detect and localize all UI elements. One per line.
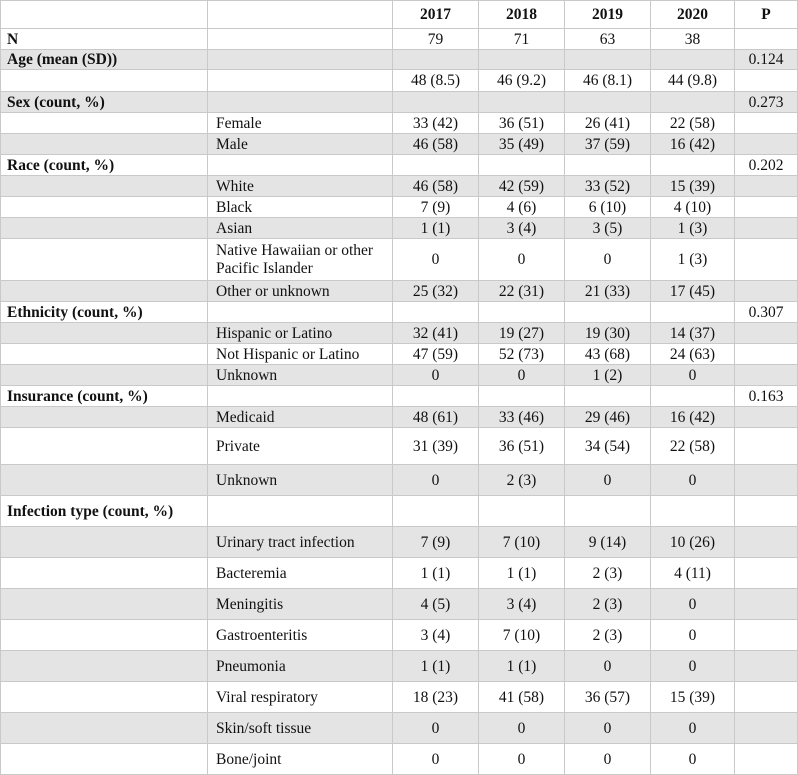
table-row	[1, 113, 798, 134]
row-label	[1, 527, 208, 558]
table-row	[1, 302, 798, 323]
p-value-cell: 0.307	[735, 302, 798, 323]
p-value-cell	[735, 70, 798, 92]
value-cell-2019: 0	[565, 713, 651, 744]
value-cell-2017	[393, 302, 479, 323]
p-value-cell	[735, 682, 798, 713]
value-cell-2018: 3 (4)	[479, 589, 565, 620]
p-value-cell	[735, 239, 798, 281]
row-sublabel	[208, 29, 393, 50]
header-cell-2017: 2017	[393, 1, 479, 29]
value-cell-2018: 36 (51)	[479, 428, 565, 465]
value-cell-2017: 48 (8.5)	[393, 70, 479, 92]
row-label: Infection type (count, %)	[1, 496, 208, 527]
value-cell-2019: 21 (33)	[565, 281, 651, 302]
table-row	[1, 176, 798, 197]
value-cell-2017: 1 (1)	[393, 651, 479, 682]
row-sublabel	[208, 92, 393, 113]
p-value-cell	[735, 365, 798, 386]
value-cell-2020: 44 (9.8)	[651, 70, 735, 92]
value-cell-2018: 3 (4)	[479, 218, 565, 239]
value-cell-2018: 52 (73)	[479, 344, 565, 365]
value-cell-2020: 38	[651, 29, 735, 50]
row-label	[1, 134, 208, 155]
table-row	[1, 496, 798, 527]
value-cell-2018	[479, 50, 565, 70]
row-sublabel: Unknown	[208, 465, 393, 496]
value-cell-2017: 32 (41)	[393, 323, 479, 344]
row-sublabel: Other or unknown	[208, 281, 393, 302]
value-cell-2017: 1 (1)	[393, 558, 479, 589]
value-cell-2019: 37 (59)	[565, 134, 651, 155]
p-value-cell: 0.163	[735, 386, 798, 407]
row-sublabel: Bacteremia	[208, 558, 393, 589]
value-cell-2020	[651, 302, 735, 323]
row-label	[1, 113, 208, 134]
value-cell-2020: 17 (45)	[651, 281, 735, 302]
value-cell-2019	[565, 302, 651, 323]
value-cell-2020	[651, 386, 735, 407]
value-cell-2019: 0	[565, 239, 651, 281]
p-value-cell	[735, 527, 798, 558]
value-cell-2019: 43 (68)	[565, 344, 651, 365]
value-cell-2020: 15 (39)	[651, 176, 735, 197]
p-value-cell	[735, 744, 798, 775]
row-sublabel: Urinary tract infection	[208, 527, 393, 558]
header-cell-2018: 2018	[479, 1, 565, 29]
value-cell-2018	[479, 92, 565, 113]
row-sublabel: Native Hawaiian or other Pacific Islander	[208, 239, 393, 281]
row-sublabel	[208, 50, 393, 70]
header-cell-2019: 2019	[565, 1, 651, 29]
row-sublabel: Viral respiratory	[208, 682, 393, 713]
value-cell-2017: 33 (42)	[393, 113, 479, 134]
table-row	[1, 651, 798, 682]
table-row	[1, 620, 798, 651]
table-row	[1, 50, 798, 70]
header-cell-label	[1, 1, 208, 29]
value-cell-2018: 7 (10)	[479, 527, 565, 558]
value-cell-2020: 24 (63)	[651, 344, 735, 365]
value-cell-2019: 26 (41)	[565, 113, 651, 134]
table-row	[1, 558, 798, 589]
row-sublabel: Hispanic or Latino	[208, 323, 393, 344]
value-cell-2017: 46 (58)	[393, 134, 479, 155]
row-sublabel: Male	[208, 134, 393, 155]
value-cell-2019	[565, 496, 651, 527]
row-label	[1, 744, 208, 775]
value-cell-2018: 35 (49)	[479, 134, 565, 155]
p-value-cell	[735, 407, 798, 428]
value-cell-2018: 0	[479, 713, 565, 744]
row-label	[1, 176, 208, 197]
p-value-cell	[735, 218, 798, 239]
p-value-cell	[735, 713, 798, 744]
table-row	[1, 713, 798, 744]
row-label	[1, 407, 208, 428]
table-row	[1, 527, 798, 558]
value-cell-2018: 2 (3)	[479, 465, 565, 496]
value-cell-2019: 36 (57)	[565, 682, 651, 713]
value-cell-2020: 0	[651, 589, 735, 620]
row-sublabel: Meningitis	[208, 589, 393, 620]
value-cell-2019: 3 (5)	[565, 218, 651, 239]
value-cell-2019: 0	[565, 744, 651, 775]
table-row	[1, 386, 798, 407]
value-cell-2019	[565, 155, 651, 176]
value-cell-2019	[565, 386, 651, 407]
value-cell-2020: 16 (42)	[651, 134, 735, 155]
value-cell-2018: 33 (46)	[479, 407, 565, 428]
value-cell-2017: 46 (58)	[393, 176, 479, 197]
row-label: Age (mean (SD))	[1, 50, 208, 70]
table-row	[1, 344, 798, 365]
row-sublabel: Private	[208, 428, 393, 465]
table-row	[1, 281, 798, 302]
row-label: Ethnicity (count, %)	[1, 302, 208, 323]
value-cell-2019: 2 (3)	[565, 620, 651, 651]
value-cell-2018: 71	[479, 29, 565, 50]
value-cell-2020: 0	[651, 365, 735, 386]
header-cell-p: P	[735, 1, 798, 29]
p-value-cell	[735, 29, 798, 50]
row-label	[1, 323, 208, 344]
value-cell-2020: 14 (37)	[651, 323, 735, 344]
value-cell-2017: 0	[393, 365, 479, 386]
value-cell-2018: 46 (9.2)	[479, 70, 565, 92]
table-row	[1, 682, 798, 713]
value-cell-2019: 33 (52)	[565, 176, 651, 197]
value-cell-2018	[479, 302, 565, 323]
value-cell-2020: 0	[651, 465, 735, 496]
value-cell-2017: 18 (23)	[393, 682, 479, 713]
row-label: N	[1, 29, 208, 50]
value-cell-2017: 1 (1)	[393, 218, 479, 239]
row-sublabel	[208, 386, 393, 407]
value-cell-2019: 1 (2)	[565, 365, 651, 386]
row-sublabel	[208, 155, 393, 176]
value-cell-2017	[393, 92, 479, 113]
row-sublabel: Gastroenteritis	[208, 620, 393, 651]
value-cell-2017	[393, 496, 479, 527]
value-cell-2019: 0	[565, 465, 651, 496]
value-cell-2020	[651, 92, 735, 113]
p-value-cell: 0.124	[735, 50, 798, 70]
row-label	[1, 344, 208, 365]
p-value-cell	[735, 558, 798, 589]
row-sublabel: Asian	[208, 218, 393, 239]
row-label	[1, 70, 208, 92]
table-row	[1, 70, 798, 92]
value-cell-2020: 0	[651, 651, 735, 682]
p-value-cell	[735, 134, 798, 155]
p-value-cell: 0.273	[735, 92, 798, 113]
value-cell-2017: 0	[393, 744, 479, 775]
value-cell-2017: 48 (61)	[393, 407, 479, 428]
row-label	[1, 682, 208, 713]
value-cell-2019	[565, 92, 651, 113]
value-cell-2018: 42 (59)	[479, 176, 565, 197]
row-sublabel	[208, 496, 393, 527]
table-row	[1, 197, 798, 218]
row-label	[1, 713, 208, 744]
table-row	[1, 465, 798, 496]
row-label	[1, 651, 208, 682]
p-value-cell: 0.202	[735, 155, 798, 176]
row-sublabel: Medicaid	[208, 407, 393, 428]
value-cell-2019: 2 (3)	[565, 589, 651, 620]
p-value-cell	[735, 589, 798, 620]
value-cell-2018: 1 (1)	[479, 651, 565, 682]
table-row	[1, 589, 798, 620]
value-cell-2018: 7 (10)	[479, 620, 565, 651]
value-cell-2020: 1 (3)	[651, 218, 735, 239]
row-label	[1, 218, 208, 239]
value-cell-2019: 6 (10)	[565, 197, 651, 218]
table-row	[1, 218, 798, 239]
row-sublabel	[208, 302, 393, 323]
p-value-cell	[735, 197, 798, 218]
row-label	[1, 465, 208, 496]
header-row	[1, 1, 798, 29]
p-value-cell	[735, 281, 798, 302]
value-cell-2018: 0	[479, 744, 565, 775]
table-row	[1, 323, 798, 344]
value-cell-2017: 7 (9)	[393, 197, 479, 218]
row-label	[1, 428, 208, 465]
p-value-cell	[735, 344, 798, 365]
value-cell-2020: 0	[651, 620, 735, 651]
row-label	[1, 589, 208, 620]
table-row	[1, 744, 798, 775]
value-cell-2019: 0	[565, 651, 651, 682]
value-cell-2019: 34 (54)	[565, 428, 651, 465]
value-cell-2017: 0	[393, 465, 479, 496]
value-cell-2017: 0	[393, 239, 479, 281]
value-cell-2020: 1 (3)	[651, 239, 735, 281]
p-value-cell	[735, 428, 798, 465]
value-cell-2020: 16 (42)	[651, 407, 735, 428]
value-cell-2019: 19 (30)	[565, 323, 651, 344]
table-row	[1, 365, 798, 386]
row-label	[1, 558, 208, 589]
value-cell-2018: 0	[479, 365, 565, 386]
value-cell-2019	[565, 50, 651, 70]
value-cell-2019: 2 (3)	[565, 558, 651, 589]
p-value-cell	[735, 323, 798, 344]
value-cell-2018: 22 (31)	[479, 281, 565, 302]
row-sublabel: Unknown	[208, 365, 393, 386]
row-sublabel: Black	[208, 197, 393, 218]
value-cell-2018: 1 (1)	[479, 558, 565, 589]
value-cell-2020: 0	[651, 713, 735, 744]
table-body	[1, 29, 798, 775]
header-cell-sub	[208, 1, 393, 29]
value-cell-2020: 4 (11)	[651, 558, 735, 589]
value-cell-2020: 4 (10)	[651, 197, 735, 218]
value-cell-2020: 22 (58)	[651, 113, 735, 134]
table-row	[1, 407, 798, 428]
value-cell-2017: 0	[393, 713, 479, 744]
value-cell-2017: 79	[393, 29, 479, 50]
row-label	[1, 239, 208, 281]
row-label	[1, 197, 208, 218]
value-cell-2017: 25 (32)	[393, 281, 479, 302]
row-sublabel: Pneumonia	[208, 651, 393, 682]
value-cell-2020	[651, 155, 735, 176]
row-sublabel: Not Hispanic or Latino	[208, 344, 393, 365]
value-cell-2018: 0	[479, 239, 565, 281]
value-cell-2019: 63	[565, 29, 651, 50]
row-label: Insurance (count, %)	[1, 386, 208, 407]
table-row	[1, 155, 798, 176]
p-value-cell	[735, 620, 798, 651]
value-cell-2019: 9 (14)	[565, 527, 651, 558]
value-cell-2019: 46 (8.1)	[565, 70, 651, 92]
table-row	[1, 29, 798, 50]
header-cell-2020: 2020	[651, 1, 735, 29]
value-cell-2018	[479, 386, 565, 407]
value-cell-2017	[393, 155, 479, 176]
p-value-cell	[735, 465, 798, 496]
value-cell-2018	[479, 155, 565, 176]
value-cell-2020: 10 (26)	[651, 527, 735, 558]
value-cell-2018: 4 (6)	[479, 197, 565, 218]
value-cell-2018: 19 (27)	[479, 323, 565, 344]
row-label: Sex (count, %)	[1, 92, 208, 113]
row-sublabel: Bone/joint	[208, 744, 393, 775]
table-row	[1, 92, 798, 113]
row-sublabel: Skin/soft tissue	[208, 713, 393, 744]
value-cell-2017	[393, 386, 479, 407]
row-label: Race (count, %)	[1, 155, 208, 176]
p-value-cell	[735, 176, 798, 197]
value-cell-2020: 0	[651, 744, 735, 775]
table-row	[1, 134, 798, 155]
value-cell-2020	[651, 50, 735, 70]
value-cell-2018: 36 (51)	[479, 113, 565, 134]
value-cell-2020	[651, 496, 735, 527]
value-cell-2017: 3 (4)	[393, 620, 479, 651]
value-cell-2018: 41 (58)	[479, 682, 565, 713]
table-row	[1, 239, 798, 281]
value-cell-2020: 15 (39)	[651, 682, 735, 713]
table-row	[1, 428, 798, 465]
value-cell-2017	[393, 50, 479, 70]
row-label	[1, 365, 208, 386]
row-label	[1, 281, 208, 302]
row-label	[1, 620, 208, 651]
row-sublabel: White	[208, 176, 393, 197]
value-cell-2017: 4 (5)	[393, 589, 479, 620]
p-value-cell	[735, 651, 798, 682]
value-cell-2017: 7 (9)	[393, 527, 479, 558]
value-cell-2018	[479, 496, 565, 527]
p-value-cell	[735, 113, 798, 134]
value-cell-2017: 47 (59)	[393, 344, 479, 365]
row-sublabel	[208, 70, 393, 92]
value-cell-2020: 22 (58)	[651, 428, 735, 465]
p-value-cell	[735, 496, 798, 527]
row-sublabel: Female	[208, 113, 393, 134]
value-cell-2019: 29 (46)	[565, 407, 651, 428]
value-cell-2017: 31 (39)	[393, 428, 479, 465]
